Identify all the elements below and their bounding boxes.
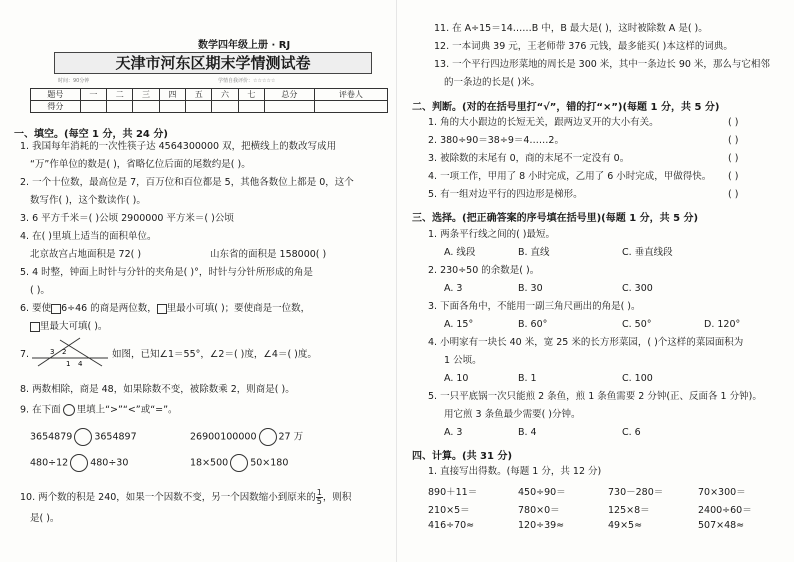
score-cell[interactable] xyxy=(186,101,212,113)
judge-item-5: 5. 有一组对边平行的四边形是梯形。 xyxy=(428,189,583,200)
score-cell: 题号 xyxy=(31,89,81,101)
score-table-score-row xyxy=(31,101,388,113)
choice-option[interactable]: C. 垂直线段 xyxy=(622,247,673,258)
section-4-title: 四、计算。(共 31 分) xyxy=(412,451,513,462)
fraction-denominator: 5 xyxy=(316,497,322,506)
question-6-tail: 里最小可填( )；要使商是一位数， xyxy=(166,303,311,314)
blank-box-icon[interactable] xyxy=(157,304,167,314)
question-1-line-2: “万”作单位的数是( )，省略亿位后面的尾数约是( )。 xyxy=(30,159,251,170)
question-4-part-b: 山东省的面积是 158000( ) xyxy=(210,249,327,260)
right-column xyxy=(398,0,794,562)
score-cell[interactable] xyxy=(314,101,387,113)
compare-right: 480÷30 xyxy=(90,457,129,469)
calc-item: 210×5＝ xyxy=(428,505,470,516)
choice-question-3: 3. 下面各角中，不能用一副三角尺画出的角是( )。 xyxy=(428,301,641,312)
choice-question-5-line-2: 用它煎 3 条鱼最少需要( )分钟。 xyxy=(444,409,581,420)
answer-paren[interactable]: ( ) xyxy=(728,117,739,128)
question-5-line-1: 5. 4 时整，钟面上时针与分针的夹角是( )°，时针与分针所形成的角是 xyxy=(20,267,313,278)
compare-left: 26900100000 xyxy=(190,431,257,443)
subject-label: 数学四年级上册 · RJ xyxy=(198,40,291,51)
judge-item-3: 3. 被除数的末尾有 0，商的末尾不一定没有 0。 xyxy=(428,153,630,164)
calc-item: 507×48≈ xyxy=(698,520,745,531)
question-6-mid: 6÷46 的商是两位数， xyxy=(61,303,157,314)
question-4-part-a: 北京故宫占地面积是 72( ) xyxy=(30,249,142,260)
compare-left: 18×500 xyxy=(190,457,229,469)
angle-label: 4 xyxy=(78,360,83,368)
section-2-title: 二、判断。(对的在括号里打“√”，错的打“×”)(每题 1 分，共 5 分) xyxy=(412,102,720,113)
choice-question-1: 1. 两条平行线之间的( )最短。 xyxy=(428,229,556,240)
choice-option[interactable]: B. 直线 xyxy=(518,247,550,258)
score-cell[interactable] xyxy=(212,101,238,113)
answer-paren[interactable]: ( ) xyxy=(728,135,739,146)
question-10-line-2: 是( )。 xyxy=(30,513,60,524)
question-2-line-2: 数写作( )，这个数读作( )。 xyxy=(30,195,146,206)
question-9-suffix: 里填上“>”“<”或“=”。 xyxy=(76,404,178,416)
score-cell[interactable] xyxy=(107,101,133,113)
section-1-title: 一、填空。(每空 1 分，共 24 分) xyxy=(14,129,168,140)
choice-option[interactable]: C. 300 xyxy=(622,283,653,294)
question-6-line-2 xyxy=(30,321,107,333)
choice-option[interactable]: B. 1 xyxy=(518,373,537,384)
score-cell: 得分 xyxy=(31,101,81,113)
compare-right: 27 万 xyxy=(278,431,304,443)
question-6-prefix: 6. 要使 xyxy=(20,303,52,314)
angle-label: 2 xyxy=(62,348,67,356)
question-2-line-1: 2. 一个十位数，最高位是 7，百万位和百位都是 5，其他各数位上都是 0，这个 xyxy=(20,177,354,188)
choice-question-4-line-2: 1 公顷。 xyxy=(444,355,482,366)
score-cell[interactable] xyxy=(133,101,159,113)
question-13-line-1: 13. 一个平行四边形菜地的周长是 300 米，其中一条边长 90 米，那么与它相邻 xyxy=(434,59,770,70)
calc-item: 780×0＝ xyxy=(518,505,560,516)
compare-circle[interactable] xyxy=(230,454,248,472)
score-cell[interactable] xyxy=(265,101,315,113)
compare-left: 480÷12 xyxy=(30,457,69,469)
choice-option[interactable]: B. 4 xyxy=(518,427,537,438)
question-5-line-2: ( )。 xyxy=(30,285,50,296)
question-1-line-1: 1. 我国每年消耗的一次性筷子达 4564300000 双，把横线上的数改写成用 xyxy=(20,141,337,152)
score-cell: 三 xyxy=(133,89,159,101)
compare-item-4 xyxy=(190,454,288,472)
compare-right: 50×180 xyxy=(250,457,289,469)
question-6-line-1 xyxy=(20,303,310,315)
exam-title: 天津市河东区期末学情测试卷 xyxy=(54,52,372,74)
exam-meta-right: 学情自我评价：☆☆☆☆☆ xyxy=(218,78,276,84)
compare-right: 3654897 xyxy=(94,431,137,443)
compare-left: 3654879 xyxy=(30,431,73,443)
choice-option[interactable]: B. 30 xyxy=(518,283,543,294)
section-3-title: 三、选择。(把正确答案的序号填在括号里)(每题 1 分，共 5 分) xyxy=(412,213,699,224)
choice-question-5-line-1: 5. 一只平底锅一次只能煎 2 条鱼，煎 1 条鱼需要 2 分钟(正、反面各 1 分钟)。 xyxy=(428,391,762,402)
choice-option[interactable]: B. 60° xyxy=(518,319,548,330)
calc-item: 49×5≈ xyxy=(608,520,643,531)
choice-option[interactable]: A. 15° xyxy=(444,319,474,330)
answer-paren[interactable]: ( ) xyxy=(728,189,739,200)
score-cell: 七 xyxy=(238,89,264,101)
question-4: 4. 在( )里填上适当的面积单位。 xyxy=(20,231,157,242)
exam-meta-left: 时间：90分钟 xyxy=(58,78,90,84)
answer-paren[interactable]: ( ) xyxy=(728,153,739,164)
compare-item-2 xyxy=(190,428,303,446)
question-10-tail: ，则积 xyxy=(322,492,352,503)
score-cell[interactable] xyxy=(159,101,185,113)
compare-item-1 xyxy=(30,428,137,446)
question-6-tail-2: 里最大可填( )。 xyxy=(40,321,108,332)
compare-item-3 xyxy=(30,454,128,472)
judge-item-4: 4. 一项工作，甲用了 8 小时完成，乙用了 6 小时完成，甲做得快。 xyxy=(428,171,712,182)
calc-item: 730－280＝ xyxy=(608,487,664,498)
question-8: 8. 两数相除，商是 48，如果除数不变，被除数乘 2，则商是( )。 xyxy=(20,384,295,395)
choice-option[interactable]: D. 120° xyxy=(704,319,741,330)
calc-instruction: 1. 直接写出得数。(每题 1 分，共 12 分) xyxy=(428,466,602,477)
choice-option[interactable]: A. 10 xyxy=(444,373,469,384)
question-10-text: 10. 两个数的积是 240，如果一个因数不变，另一个因数缩小到原来的 xyxy=(20,492,316,503)
score-table xyxy=(30,88,388,113)
score-cell[interactable] xyxy=(238,101,264,113)
calc-item: 125×8＝ xyxy=(608,505,650,516)
calc-item: 416÷70≈ xyxy=(428,520,475,531)
question-9-prefix: 9. 在下面 xyxy=(20,404,61,416)
calc-item: 120÷39≈ xyxy=(518,520,565,531)
fraction xyxy=(316,489,323,506)
question-9 xyxy=(20,404,178,417)
fraction-numerator: 1 xyxy=(316,488,322,497)
choice-option[interactable]: A. 3 xyxy=(444,427,463,438)
blank-box-icon[interactable] xyxy=(30,322,40,332)
calc-item: 2400÷60＝ xyxy=(698,505,752,516)
calc-item: 70×300＝ xyxy=(698,487,746,498)
question-7: 如图，已知∠1＝55°，∠2＝( )度，∠4＝( )度。 xyxy=(112,349,317,360)
intersecting-lines-figure xyxy=(30,336,110,368)
score-cell: 二 xyxy=(107,89,133,101)
choice-option[interactable]: C. 50° xyxy=(622,319,652,330)
compare-circle[interactable] xyxy=(70,454,88,472)
circle-icon xyxy=(63,404,75,416)
answer-paren[interactable]: ( ) xyxy=(728,171,739,182)
score-cell[interactable] xyxy=(80,101,106,113)
score-table-header-row xyxy=(31,89,388,101)
question-13-line-2: 的一条边的长是( )米。 xyxy=(444,77,540,88)
choice-option[interactable]: A. 3 xyxy=(444,283,463,294)
score-cell: 评卷人 xyxy=(314,89,387,101)
choice-question-4-line-1: 4. 小明家有一块长 40 米，宽 25 米的长方形菜园，( )个这样的菜园面积为 xyxy=(428,337,744,348)
calc-item: 450÷90＝ xyxy=(518,487,566,498)
score-cell: 五 xyxy=(186,89,212,101)
score-cell: 总分 xyxy=(265,89,315,101)
score-cell: 一 xyxy=(80,89,106,101)
judge-item-2: 2. 380÷90＝38÷9＝4……2。 xyxy=(428,135,564,146)
compare-circle[interactable] xyxy=(259,428,277,446)
question-12: 12. 一本词典 39 元，王老师带 376 元钱，最多能买( )本这样的词典。 xyxy=(434,41,733,52)
angle-label: 3 xyxy=(50,348,55,356)
choice-question-2: 2. 230÷50 的余数是( )。 xyxy=(428,265,540,276)
question-7-number: 7. xyxy=(20,349,30,360)
blank-box-icon[interactable] xyxy=(51,304,61,314)
compare-circle[interactable] xyxy=(74,428,92,446)
question-3: 3. 6 平方千米＝( )公顷 2900000 平方米＝( )公顷 xyxy=(20,213,234,224)
choice-option[interactable]: C. 6 xyxy=(622,427,641,438)
score-cell: 六 xyxy=(212,89,238,101)
judge-item-1: 1. 角的大小跟边的长短无关，跟两边叉开的大小有关。 xyxy=(428,117,659,128)
question-11: 11. 在 A÷15＝14……B 中，B 最大是( )，这时被除数 A 是( )。 xyxy=(434,23,708,34)
calc-item: 890＋11＝ xyxy=(428,487,478,498)
choice-option[interactable]: C. 100 xyxy=(622,373,653,384)
score-cell: 四 xyxy=(159,89,185,101)
angle-label: 1 xyxy=(66,360,71,368)
choice-option[interactable]: A. 线段 xyxy=(444,247,476,258)
question-10-line-1 xyxy=(20,488,351,508)
